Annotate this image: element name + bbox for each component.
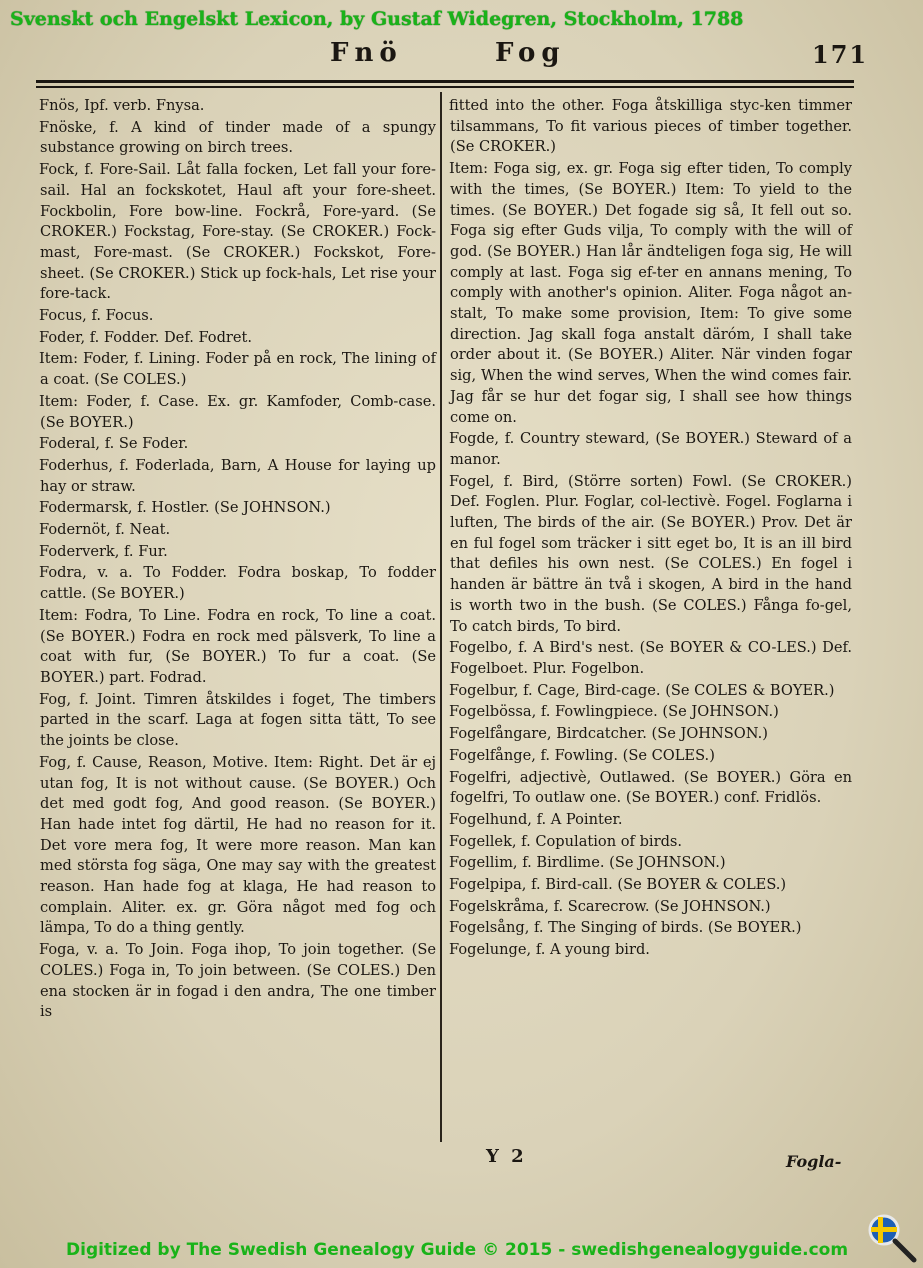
dictionary-entry: Fogelbur, f. Cage, Bird-cage. (Se COLES & BOYER.) (449, 681, 835, 699)
dictionary-entry: Foder, f. Fodder. Def. Fodret. (39, 328, 253, 346)
dictionary-entry: Fogde, f. Country steward, (Se BOYER.) Steward of a manor. (449, 430, 852, 468)
dictionary-entry: Fogelunge, f. A young bird. (449, 941, 650, 959)
dictionary-entry: Focus, f. Focus. (39, 307, 154, 325)
dictionary-entry: fitted into the other. Foga åtskilliga styc-ken timmer tilsammans, To fit various pieces of timber together. (Se CROKER.) (449, 97, 852, 156)
dictionary-entry: Fogelskråma, f. Scarecrow. (Se JOHNSON.) (449, 897, 771, 915)
dictionary-entry: Fnöske, f. A kind of tinder made of a spungy substance growing on birch trees. (39, 118, 436, 157)
dictionary-entry: Item: Foder, f. Case. Ex. gr. Kamfoder, Comb-case. (Se BOYER.) (39, 392, 436, 431)
left-column (40, 96, 436, 1024)
page-number: 171 (812, 40, 869, 69)
dictionary-entry: Fogellim, f. Birdlime. (Se JOHNSON.) (449, 854, 726, 872)
swedish-flag-magnifier-icon (864, 1210, 920, 1264)
dictionary-entry: Item: Foder, f. Lining. Foder på en rock, The lining of a coat. (Se COLES.) (39, 350, 436, 389)
header-rule (36, 80, 854, 83)
running-head (0, 38, 923, 72)
dictionary-entry: Foderverk, f. Fur. (39, 542, 168, 560)
dictionary-entry: Fodernöt, f. Neat. (39, 521, 171, 539)
dictionary-entry: Fogelbössa, f. Fowlingpiece. (Se JOHNSON.) (449, 703, 779, 721)
running-head-left: Fnö (330, 38, 403, 68)
dictionary-entry: Fogelfånge, f. Fowling. (Se COLES.) (449, 746, 715, 764)
dictionary-entry: Fogel, f. Bird, (Större sorten) Fowl. (Se CROKER.) Def. Foglen. Plur. Foglar, col-lectivè. Fogel. Foglarna i luften, The birds of the air. (Se BOYER.) Prov. Det är en ful fogel som träcker i sitt eget bo, It is an ill bird that defiles his own nest. (Se COLES.) En fogel i handen är bättre än två i skogen, A bird in the hand is worth two in the bush. (Se COLES.) Fånga fo-gel, To catch birds, To bird. (449, 472, 852, 635)
dictionary-entry: Fog, f. Joint. Timren åtskildes i foget, The timbers parted in the scarf. Laga at fogen sitta tätt, To see the joints be close. (39, 690, 436, 750)
dictionary-entry: Fogelpipa, f. Bird-call. (Se BOYER & COLES.) (449, 876, 787, 894)
dictionary-entry: Foga, v. a. To Join. Foga ihop, To join together. (Se COLES.) Foga in, To join between. (Se COLES.) Den ena stocken är in fogad i den andra, The one timber is (39, 941, 436, 1021)
dictionary-entry: Fodermarsk, f. Hostler. (Se JOHNSON.) (39, 499, 331, 517)
dictionary-entry: Item: Fodra, To Line. Fodra en rock, To line a coat. (Se BOYER.) Fodra en rock med pälsverk, To line a coat with fur, (Se BOYER.) To fur a coat. (Se BOYER.) part. Fodrad. (39, 606, 436, 686)
dictionary-entry: Fogelhund, f. A Pointer. (449, 810, 623, 828)
dictionary-entry: Fogelbo, f. A Bird's nest. (Se BOYER & CO-LES.) Def. Fogelboet. Plur. Fogelbon. (449, 639, 852, 677)
catchword: Fogla- (786, 1152, 842, 1171)
dictionary-entry: Fogellek, f. Copulation of birds. (449, 832, 683, 850)
dictionary-entry: Fock, f. Fore-Sail. Låt falla focken, Let fall your fore-sail. Hal an fockskotet, Haul aft your fore-sheet. Fockbolin, Fore bow-line. Fockrå, Fore-yard. (Se CROKER.) Fockstag, Fore-stay. (Se CROKER.) Fock-mast, Fore-mast. (Se CROKER.) Fockskot, Fore-sheet. (Se CROKER.) Stick up fock-hals, Let rise your fore-tack. (39, 161, 436, 303)
dictionary-entry: Foderhus, f. Foderlada, Barn, A House for laying up hay or straw. (39, 456, 436, 495)
title-banner: Svenskt och Engelskt Lexicon, by Gustaf Widegren, Stockholm, 1788 (10, 8, 744, 30)
dictionary-entry: Item: Foga sig, ex. gr. Foga sig efter tiden, To comply with the times, (Se BOYER.) Item: To yield to the times. (Se BOYER.) Det fogade sig så, It fell out so. Foga sig efter Guds vilja, To comply with the will of god. (Se BOYER.) Han lår ändteligen foga sig, He will comply at last. Foga sig ef-ter en annans mening, To comply with another's opinion. Aliter. Foga något an-stalt, To make some provision, Item: To give some direction. Jag skall foga anstalt däróm, I shall take order about it. (Se BOYER.) Aliter. När vinden fogar sig, When the wind serves, When the wind comes fair. Jag får se hur det fogar sig, I shall see how things come on. (449, 160, 852, 426)
signature-mark: Y 2 (486, 1146, 527, 1167)
dictionary-entry: Fogelfri, adjectivè, Outlawed. (Se BOYER.) Göra en fogelfri, To outlaw one. (Se BOYER.) conf. Fridlös. (449, 768, 852, 807)
header-rule-secondary (36, 86, 854, 88)
dictionary-entry: Fodra, v. a. To Fodder. Fodra boskap, To fodder cattle. (Se BOYER.) (39, 564, 436, 603)
dictionary-entry: Fogelfångare, Birdcatcher. (Se JOHNSON.) (449, 725, 768, 743)
dictionary-entry: Fog, f. Cause, Reason, Motive. Item: Right. Det är ej utan fog, It is not without cause. (Se BOYER.) Och det med godt fog, And good reason. (Se BOYER.) Han hade intet fog därtil, He had no reason for it. Det vore mera fog, It were more reason. Man kan med största fog säga, One may say with the greatest reason. Han hade fog at klaga, He had reason to complain. Aliter. ex. gr. Göra något med fog och lämpa, To do a thing gently. (39, 753, 436, 937)
running-head-right: Fog (495, 38, 566, 68)
dictionary-entry: Fogelsång, f. The Singing of birds. (Se BOYER.) (449, 919, 802, 937)
digitized-banner: Digitized by The Swedish Genealogy Guide © 2015 - swedishgenealogyguide.com (66, 1240, 849, 1260)
dictionary-entry: Foderal, f. Se Foder. (39, 435, 189, 453)
right-column (450, 96, 852, 962)
column-divider (440, 92, 442, 1142)
dictionary-entry: Fnös, Ipf. verb. Fnysa. (39, 97, 205, 114)
